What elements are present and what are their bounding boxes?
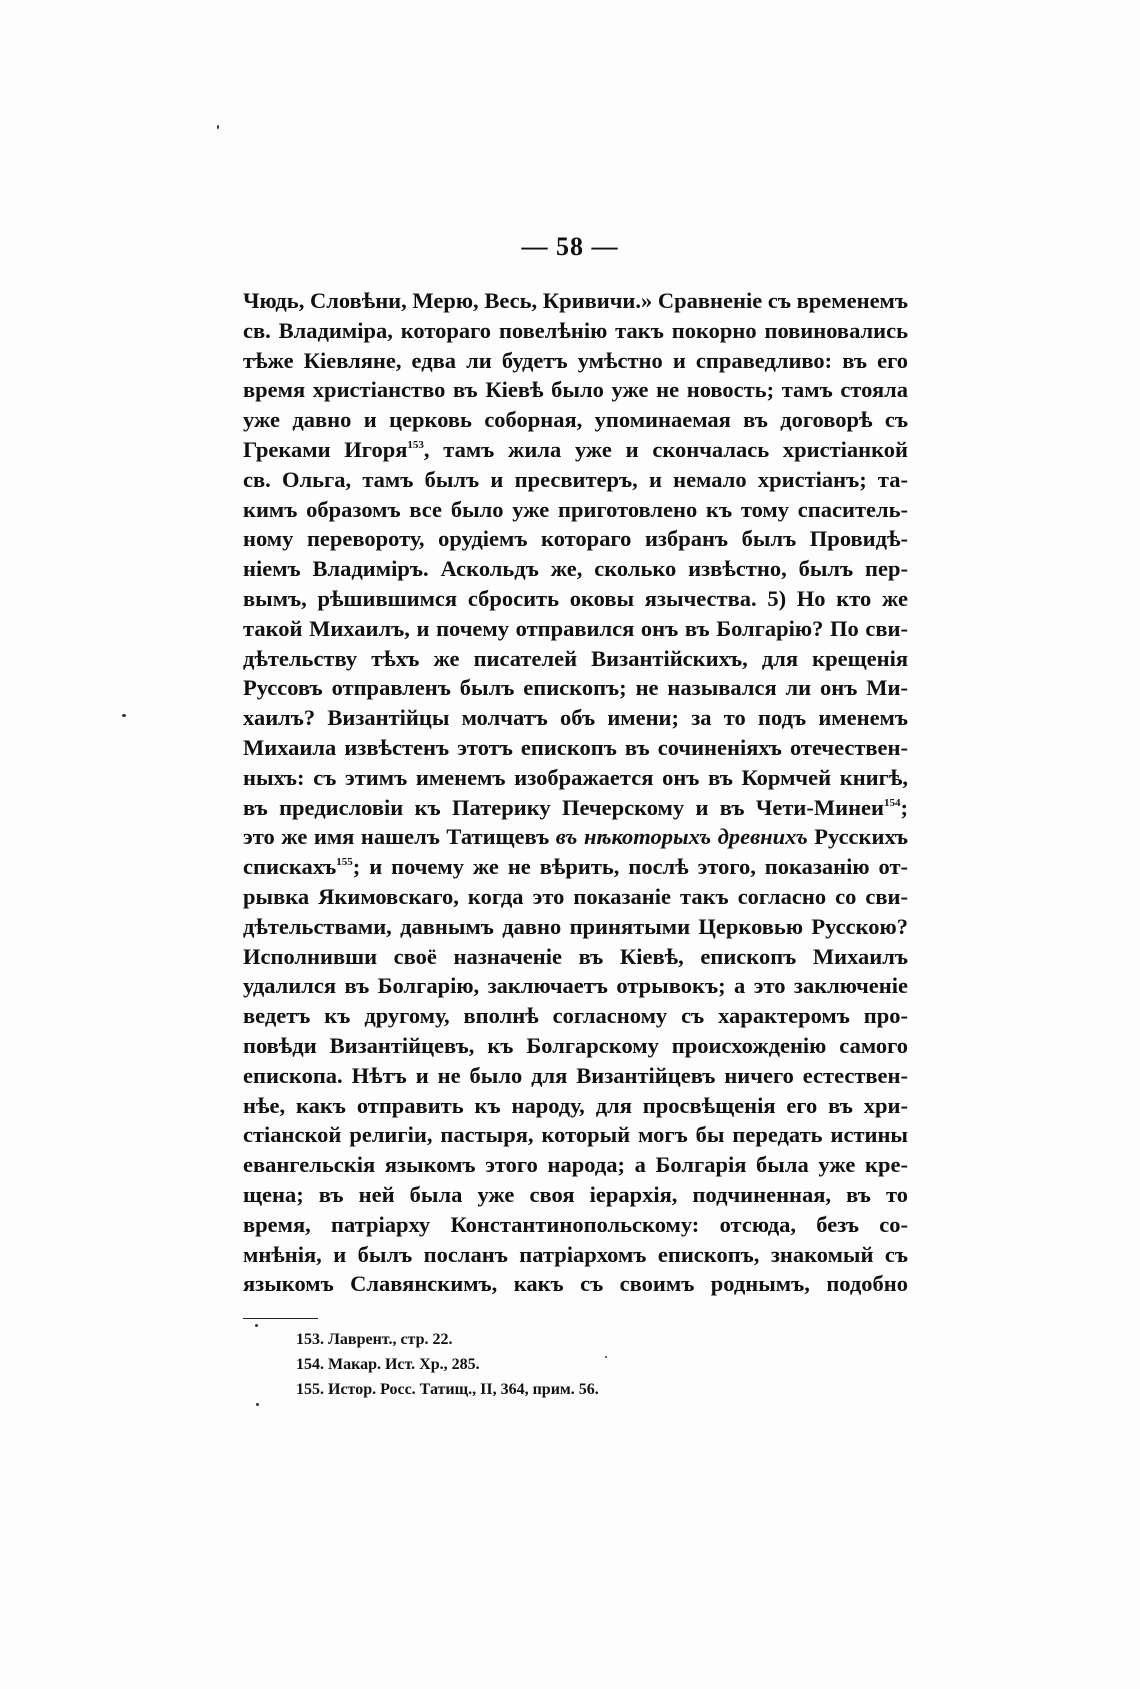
text-segment: вымъ, рѣшившимся сбросить оковы язычества. 5) Но кто же <box>243 585 908 611</box>
text-line <box>243 316 908 346</box>
text-segment: уже давно и церковь соборная, упоминаемая въ договорѣ съ <box>243 407 908 433</box>
text-segment: , тамъ жила уже и скончалась христіанкой <box>423 436 908 462</box>
footnote-divider <box>243 1318 318 1319</box>
text-line <box>243 435 908 465</box>
text-line <box>243 1180 908 1210</box>
text-line <box>243 554 908 584</box>
text-segment: такой Михаилъ, и почему отправился онъ въ Болгарію? По сви- <box>243 615 908 641</box>
text-segment: Чюдь, Словѣни, Мерю, Весь, Кривичи.» Сравненіе съ временемъ <box>243 288 908 313</box>
text-line <box>243 644 908 674</box>
footnote-ref: 154 <box>884 796 901 809</box>
footnote: 153. Лаврент., стр. 22. <box>296 1331 453 1348</box>
text-line <box>243 822 908 852</box>
text-line <box>243 286 908 316</box>
text-line <box>243 793 908 823</box>
text-segment: ; и почему же не вѣрить, послѣ этого, показанію от- <box>352 854 908 880</box>
scan-speck <box>256 1403 259 1406</box>
text-segment: ному перевороту, орудіемъ котораго избранъ былъ Провидѣ- <box>243 526 908 552</box>
text-segment: Исполнивши своё назначеніе въ Кіевѣ, епископъ Михаилъ <box>243 943 908 969</box>
text-line <box>243 584 908 614</box>
text-segment: удалился въ Болгарію, заключаетъ отрывокъ; а это заключеніе <box>243 973 908 999</box>
text-line <box>243 1269 908 1299</box>
text-line <box>243 1210 908 1240</box>
text-segment: ; <box>900 794 908 820</box>
text-segment: дѣтельству тѣхъ же писателей Византійскихъ, для крещенія <box>243 645 908 671</box>
text-line <box>243 1240 908 1270</box>
text-line <box>243 971 908 1001</box>
text-line <box>243 1150 908 1180</box>
text-segment: нѣе, какъ отправить къ народу, для просвѣщенія его въ хри- <box>243 1092 908 1118</box>
text-line <box>243 495 908 525</box>
text-segment: св. Ольга, тамъ былъ и пресвитеръ, и немало христіанъ; та- <box>243 466 908 492</box>
text-segment: повѣди Византійцевъ, къ Болгарскому происхожденію самого <box>243 1032 908 1058</box>
text-segment: тѣже Кіевляне, едва ли будетъ умѣстно и справедливо: въ его <box>243 347 908 373</box>
text-line <box>243 703 908 733</box>
footnote: 154. Макар. Ист. Хр., 285. <box>296 1356 480 1373</box>
scan-speck <box>255 1324 258 1327</box>
text-line <box>243 852 908 882</box>
text-line <box>243 733 908 763</box>
footnote: 155. Истор. Росс. Татищ., II, 364, прим. 56. <box>296 1381 599 1398</box>
text-segment: спискахъ <box>243 854 337 880</box>
text-segment: это же имя нашелъ Татищевъ <box>243 824 556 850</box>
text-line <box>243 882 908 912</box>
italic-text: въ нѣкоторыхъ древнихъ <box>555 824 808 850</box>
text-segment: кимъ образомъ все было уже приготовлено къ тому спаситель- <box>243 496 908 522</box>
text-segment: евангельскія языкомъ этого народа; а Болгарія была уже кре- <box>243 1152 908 1178</box>
text-segment: время, патріарху Константинопольскому: отсюда, безъ со- <box>243 1211 908 1237</box>
text-segment: ніемъ Владиміръ. Аскольдъ же, сколько извѣстно, былъ пер- <box>243 556 908 582</box>
text-segment: время христіанство въ Кіевѣ было уже не новость; тамъ стояла <box>243 377 908 403</box>
text-line <box>243 1061 908 1091</box>
text-line <box>243 614 908 644</box>
text-segment: мнѣнія, и былъ посланъ патріархомъ епископъ, знакомый съ <box>243 1241 908 1267</box>
text-segment: языкомъ Славянскимъ, какъ съ своимъ роднымъ, подобно <box>243 1271 908 1297</box>
text-segment: хаилъ? Византійцы молчатъ объ имени; за то подъ именемъ <box>243 705 908 731</box>
text-segment: рывка Якимовскаго, когда это показаніе такъ согласно со сви- <box>243 883 908 909</box>
text-line <box>243 1001 908 1031</box>
footnotes <box>296 1327 856 1402</box>
text-segment: Греками Игоря <box>243 436 408 462</box>
text-line <box>243 1120 908 1150</box>
text-line <box>243 465 908 495</box>
text-segment: щена; въ ней была уже своя іерархія, подчиненная, въ то <box>243 1181 908 1207</box>
text-line <box>243 405 908 435</box>
text-line <box>243 763 908 793</box>
scan-speck <box>217 125 219 129</box>
text-segment: дѣтельствами, давнымъ давно принятыми Церковью Русскою? <box>243 913 908 939</box>
page-number: — 58 — <box>521 232 619 261</box>
text-segment: ныхъ: съ этимъ именемъ изображается онъ въ Кормчей книгѣ, <box>243 764 908 790</box>
text-line <box>243 942 908 972</box>
text-line <box>243 375 908 405</box>
text-line <box>243 912 908 942</box>
text-segment: Русскихъ <box>807 824 908 850</box>
text-segment: ведетъ къ другому, вполнѣ согласному съ характеромъ про- <box>243 1003 908 1029</box>
footnote-ref: 155 <box>336 856 353 869</box>
text-segment: Михаила извѣстенъ этотъ епископъ въ сочиненіяхъ отечествен- <box>243 734 908 760</box>
text-line <box>243 346 908 376</box>
footnote-ref: 153 <box>407 438 424 451</box>
text-line <box>243 1091 908 1121</box>
text-line <box>243 673 908 703</box>
text-segment: св. Владиміра, котораго повелѣнію такъ покорно повиновались <box>243 317 908 343</box>
text-segment: въ предисловіи къ Патерику Печерскому и въ Чети-Минеи <box>243 794 884 820</box>
text-line <box>243 524 908 554</box>
scan-speck <box>605 1356 607 1358</box>
scan-speck <box>122 714 126 717</box>
text-segment: Руссовъ отправленъ былъ епископъ; не назывался ли онъ Ми- <box>243 675 908 701</box>
text-segment: епископа. Нѣтъ и не было для Византійцевъ ничего естествен- <box>243 1062 908 1088</box>
text-line <box>243 1031 908 1061</box>
body-text <box>243 286 908 1299</box>
text-segment: стіанской религіи, пастыря, который могъ бы передать истины <box>243 1122 908 1148</box>
